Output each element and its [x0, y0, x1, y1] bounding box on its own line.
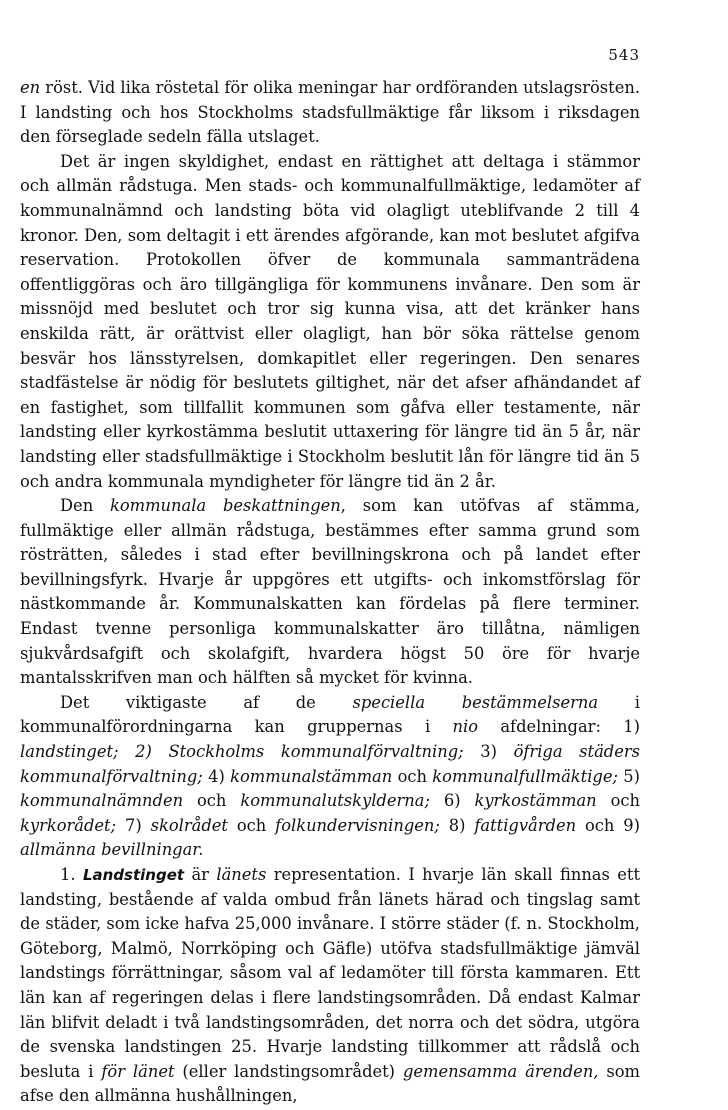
text-run: 4)	[202, 766, 231, 786]
emphasis-run: länets	[216, 865, 267, 884]
text-run: och	[183, 791, 241, 811]
text-run: afdelningar: 1)	[478, 717, 640, 737]
paragraph-landstinget	[20, 863, 640, 1109]
text-run: är	[184, 865, 217, 884]
text-run: 3)	[463, 742, 514, 762]
emphasis-run: skolrådet	[150, 815, 228, 835]
text-run: 7)	[116, 815, 151, 835]
emphasis-run: kommunalstämman	[230, 766, 393, 786]
page-number: 543	[608, 46, 640, 64]
section-number: 1.	[60, 865, 83, 884]
text-run: Det viktigaste af de	[60, 692, 353, 712]
emphasis-run: för länet	[101, 1061, 175, 1081]
paragraph-text: röst. Vid lika röstetal för olika meningar har ordföranden utslagsrösten. I landsting och hos Stockholms stadsfullmäktige får liksom i riksdagen den förseglade sedeln fälla utslaget.	[20, 78, 640, 147]
text-run: 8)	[439, 815, 475, 835]
text-run: representation. I hvarje län skall finnas ett landsting, bestående af valda ombud från länets härad och tingslag samt de städer, som icke hafva 25,000 invånare. I större städer (f. n. Stockholm, Göteborg, Malmö, Norrköping och Gäfle) utöfva stadsfullmäktige jämväl landstings förrättningar, såsom val af ledamöter till första kammaren. Ett län kan af regeringen delas i flere landstingsområden. Då endast Kalmar län blifvit deladt i två landstingsområden, det norra och det södra, utgöra de svenska landstingen 25. Hvarje landsting tillkommer att rådslå och besluta i	[20, 865, 640, 1081]
paragraph-special-provisions	[20, 691, 640, 863]
emphasis-run: kyrkostämman	[474, 791, 597, 811]
text-run: , som kan utöfvas af stämma, fullmäktige eller allmän rådstuga, bestämmes efter samma grund som rösträtten, således i stad efter bevillningskrona och på landet efter bevillningsfyrk. Hvarje år uppgöres ett utgifts- och inkomstförslag för nästkommande år. Kommunalskatten kan fördelas på flere terminer. Endast tvenne personliga kommunalskatter äro tillåtna, nämligen sjukvårdsafgift och skolafgift, hvardera högst 50 öre för hvarje mantalsskrifven man och hälften så mycket för kvinna.	[20, 496, 640, 688]
text-run: och	[596, 791, 640, 811]
emphasis-run: fattigvården	[474, 815, 577, 835]
emphasis-run: kommunalnämnden	[20, 791, 184, 811]
emphasis-run: speciella bestämmelserna	[352, 692, 599, 712]
text-run: och 9)	[576, 815, 641, 835]
emphasis-run: nio	[452, 717, 478, 737]
text-run: och	[392, 766, 433, 786]
text-run: och	[227, 815, 276, 835]
emphasis-run: öfriga städers kommunalförvaltning;	[20, 742, 640, 786]
text-run: i kommunalförordningarna kan gruppernas i	[20, 692, 640, 737]
text-run: 6)	[429, 791, 475, 811]
text-run: Den	[60, 496, 111, 516]
text-run: som afse den allmänna hushållningen,	[20, 1061, 640, 1106]
emphasis-run: kommunala beskattningen	[110, 496, 341, 516]
lead-word: en	[20, 78, 41, 97]
paragraph-voting	[20, 76, 640, 150]
paragraph-taxation	[20, 494, 640, 691]
emphasis-run: landstinget; 2) Stockholms kommunalförvaltning;	[20, 742, 464, 762]
body-text	[20, 76, 640, 1109]
emphasis-run: kyrkorådet;	[20, 815, 117, 835]
emphasis-run: allmänna bevillningar.	[20, 840, 204, 860]
text-run: (eller landstingsområdet)	[174, 1061, 403, 1081]
emphasis-run: kommunalfullmäktige;	[432, 766, 618, 786]
section-heading: Landstinget	[82, 866, 185, 884]
paragraph-text: Det är ingen skyldighet, endast en rättighet att deltaga i stämmor och allmän rådstuga. Men stads- och kommunalfullmäktige, ledamöter af kommunalnämnd och landsting böta vid olagligt uteblifvande 2 till 4 kronor. Den, som deltagit i ett ärendes afgörande, kan mot beslutet afgifva reservation. Protokollen öfver de kommunala sammanträdena offentliggöras och äro tillgängliga för kommunens invånare. Den som är missnöjd med beslutet och tror sig kunna visa, att det kränker hans enskilda rätt, är orättvist eller olagligt, han bör söka rättelse genom besvär hos länsstyrelsen, domkapitlet eller regeringen. Den senares stadfästelse är nödig för beslutets giltighet, när det afser afhändandet af en fastighet, som tillfallit kommunen som gåfva eller testamente, när landsting eller kyrkostämma beslutit uttaxering för längre tid än 5 år, när landsting eller stadsfullmäktige i Stockholm beslutit lån för längre tid än 5 och andra kommunala myndigheter för längre tid än 2 år.	[20, 151, 640, 491]
text-run: 5)	[617, 766, 640, 786]
emphasis-run: gemensamma ärenden,	[402, 1061, 599, 1081]
paragraph-rights	[20, 150, 640, 494]
emphasis-run: kommunalutskylderna;	[240, 791, 430, 811]
emphasis-run: folkundervisningen;	[275, 815, 440, 835]
